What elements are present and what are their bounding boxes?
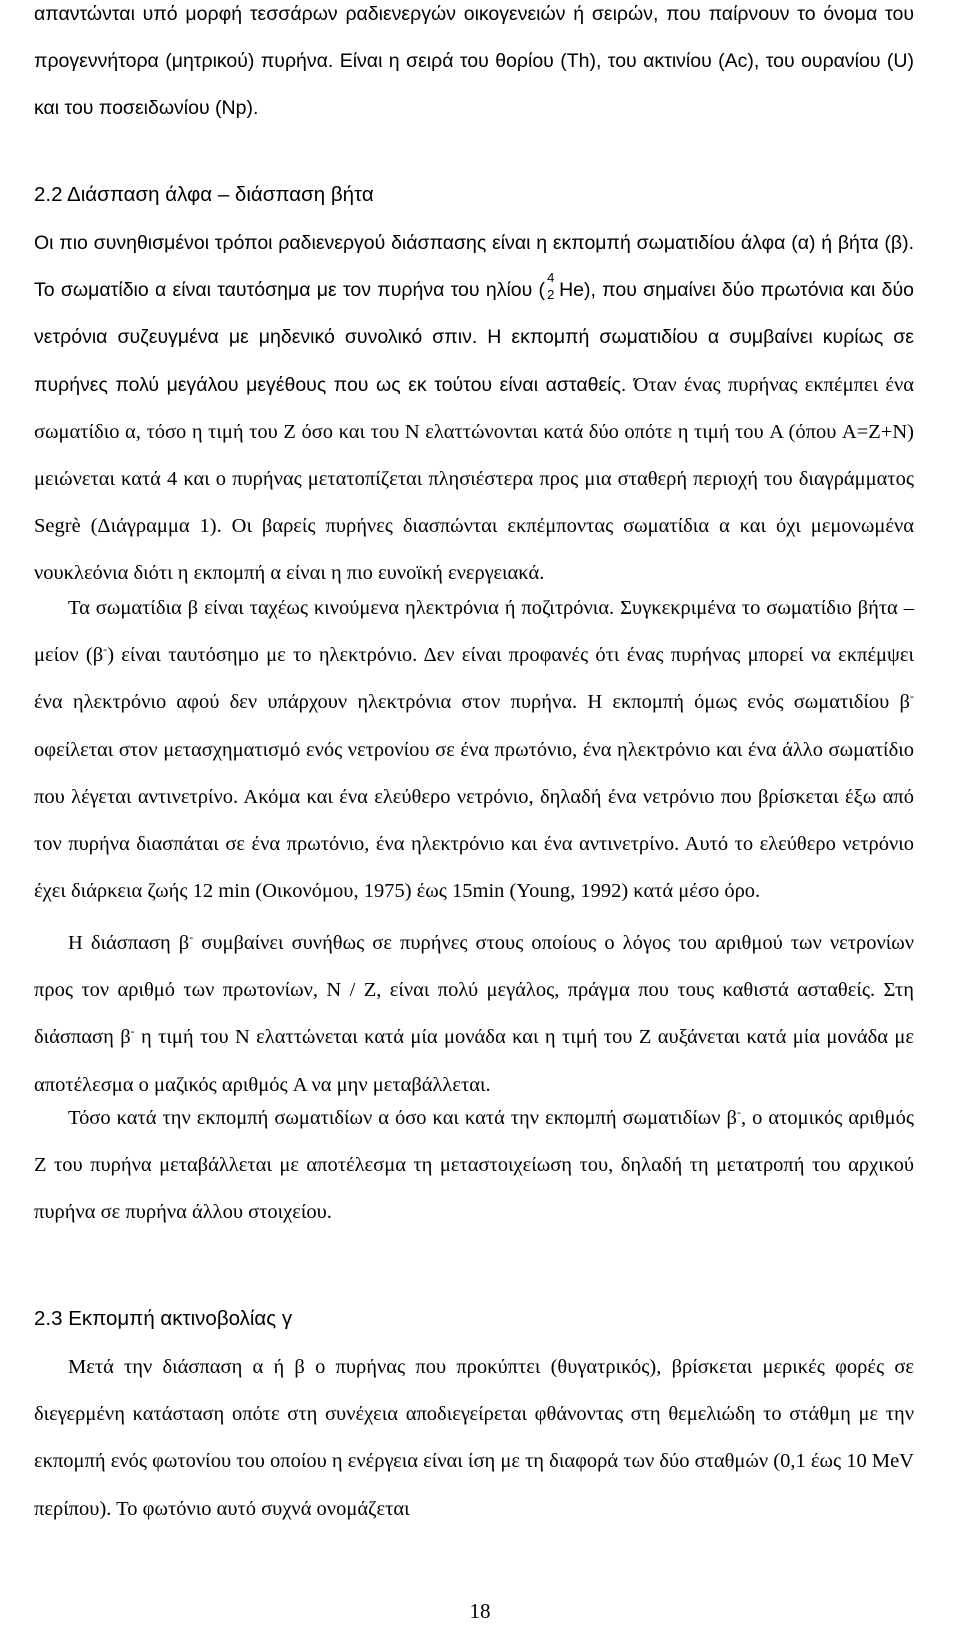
helium-mass-number: 4 xyxy=(547,270,555,286)
beta-minus-sign: - xyxy=(130,1024,135,1039)
intro-text: απαντώνται υπό μορφή τεσσάρων ραδιενεργών οικογενειών ή σειρών, που παίρνουν το όνομα του προγεννήτορα (μητρικού) πυρήνα. Είναι η σειρά του θορίου (Th), του ακτινίου (Ac), του ουρανίου (U) και του ποσειδωνίου (Np). xyxy=(34,3,914,120)
p1-text-a: Οι πιο συνηθισμένοι τρόποι ραδιενεργού διάσπασης είναι η εκπομπή σωματιδίου άλφα (α) ή βήτα (β). Το σωματίδιο α είναι ταυτόσημα με τον πυρήνα του ηλίου ( xyxy=(34,232,914,302)
p4-text-a: Τόσο κατά την εκπομπή σωματιδίων α όσο και κατά την εκπομπή σωματιδίων β xyxy=(68,1107,737,1129)
helium-nuclide xyxy=(545,270,559,303)
helium-symbol: He xyxy=(559,279,584,302)
p4-text-b: , ο ατομικός αριθμός Z του πυρήνα μεταβάλλεται με αποτέλεσμα τη μεταστοιχείωση του, δηλαδή τη μετατροπή του αρχικού πυρήνα σε πυρήνα άλλου στοιχείου. xyxy=(34,1107,914,1224)
section-2-2-paragraph-4 xyxy=(34,1095,914,1237)
beta-minus-sign: - xyxy=(189,930,194,944)
page-number: 18 xyxy=(469,1599,491,1623)
section-2-3-heading: 2.3 Εκπομπή ακτινοβολίας γ xyxy=(34,1307,293,1330)
p1-text-c: Όταν ένας πυρήνας εκπέμπει ένα σωματίδιο α, τόσο η τιμή του Z όσο και του N ελαττώνονται κατά δύο οπότε η τιμή του A (όπου A=Z+N) μειώνεται κατά 4 και ο πυρήνας μετατοπίζεται πλησιέστερα προς μια σταθερή περιοχή του διαγράμματος Segrè (Διάγραμμα 1). Οι βαρείς πυρήνες διασπώνται εκπέμποντας σωματίδια α και όχι μεμονωμένα νουκλεόνια διότι η εκπομπή α είναι η πιο ευνοϊκή ενεργειακά. xyxy=(34,373,914,585)
section-2-3-text: Μετά την διάσπαση α ή β ο πυρήνας που προκύπτει (θυγατρικός), βρίσκεται μερικές φορές σε διεγερμένη κατάσταση οπότε στη συνέχεια αποδιεγείρεται φθάνοντας στη θεμελιώδη το στάθμη με την εκπομπή ενός φωτονίου του οποίου η ενέργεια είναι ίση με τη διαφορά των δύο σταθμών (0,1 έως 10 MeV περίπου). Το φωτόνιο αυτό συχνά ονομάζεται xyxy=(34,1356,914,1520)
intro-paragraph xyxy=(34,0,914,133)
beta-minus-sign: - xyxy=(737,1105,741,1119)
p3-text-b: συμβαίνει συνήθως σε πυρήνες στους οποίους ο λόγος του αριθμού των νετρονίων προς τον αριθμό των πρωτονίων, N / Z, είναι πολύ μεγάλος, πράγμα που τους καθιστά ασταθείς. Στη διάσπαση β xyxy=(34,932,915,1049)
p3-text-c: η τιμή του N ελαττώνεται κατά μία μονάδα και η τιμή του Z αυξάνεται κατά μία μονάδα με αποτέλεσμα ο μαζικός αριθμός A να μην μεταβάλλεται. xyxy=(34,1026,914,1096)
p2-text-c: οφείλεται στον μετασχηματισμό ενός νετρονίου σε ένα πρωτόνιο, ένα ηλεκτρόνιο και ένα άλλο σωματίδιο που λέγεται αντινετρίνο. Ακόμα και ένα ελεύθερο νετρόνιο, δηλαδή ένα νετρόνιο που βρίσκεται έξω από τον πυρήνα διασπάται σε ένα πρωτόνιο, ένα ηλεκτρόνιο και ένα αντινετρίνο. Αυτό το ελεύθερο νετρόνιο έχει διάρκεια ζωής 12 min (Οικονόμου, 1975) έως 15min (Young, 1992) κατά μέσο όρο. xyxy=(34,738,914,903)
section-2-2-heading: 2.2 Διάσπαση άλφα – διάσπαση βήτα xyxy=(34,183,374,206)
section-2-2-paragraph-1 xyxy=(34,220,914,598)
section-2-2-paragraph-2 xyxy=(34,585,914,915)
beta-minus-sign: - xyxy=(910,689,914,704)
section-2-2-paragraph-3 xyxy=(34,920,914,1109)
p2-text-b: ) είναι ταυτόσημο με το ηλεκτρόνιο. Δεν είναι προφανές ότι ένας πυρήνας μπορεί να εκπέμψει ένα ηλεκτρόνιο αφού δεν υπάρχουν ηλεκτρόνια στον πυρήνα. Η εκπομπή όμως ενός σωματιδίου β xyxy=(34,644,914,714)
helium-atomic-number: 2 xyxy=(547,287,555,303)
p3-text-a: Η διάσπαση β xyxy=(68,932,190,954)
beta-minus-sign: - xyxy=(103,642,108,657)
p1-text-b: ), που σημαίνει δύο πρωτόνια και δύο νετρόνια συζευγμένα με μηδενικό συνολικό σπιν. Η εκπομπή σωματιδίου α συμβαίνει κυρίως σε πυρήνες πολύ μεγάλου μεγέθους που ως εκ τούτου είναι ασταθείς. xyxy=(34,279,914,396)
p2-text-a: Τα σωματίδια β είναι ταχέως κινούμενα ηλεκτρόνια ή ποζιτρόνια. Συγκεκριμένα το σωματίδιο βήτα – μείον (β xyxy=(34,597,914,667)
section-2-3-paragraph-1 xyxy=(34,1344,914,1533)
